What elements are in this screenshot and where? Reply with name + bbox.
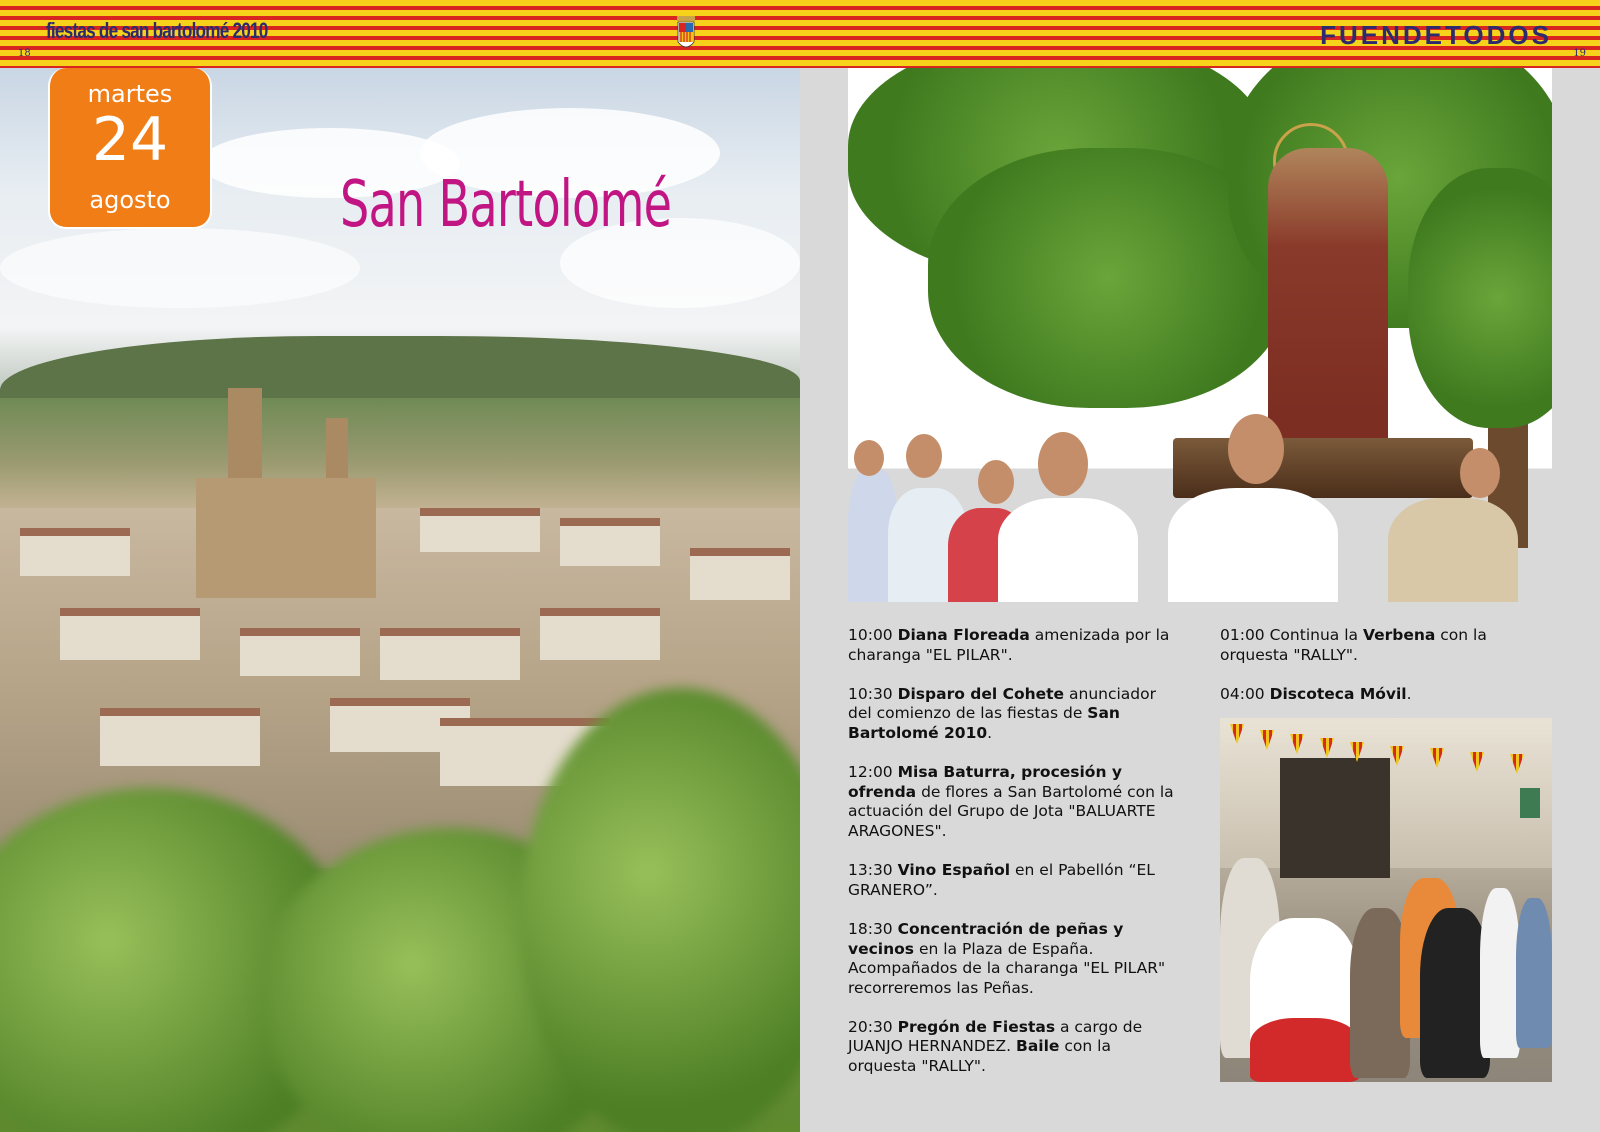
date-weekday: martes [87,80,173,108]
entry-event: Discoteca Móvil [1269,684,1407,703]
schedule-column-2 [1220,626,1550,724]
person-head [854,440,884,476]
entry-detail: Continua la [1269,626,1363,644]
entry-detail-2: . [1406,684,1412,703]
person [1388,498,1518,602]
house [560,518,660,566]
entry-time: 10:30 [848,684,893,703]
entry-event: Misa Baturra, procesión y ofrenda [848,763,1122,801]
church [196,478,376,598]
church-tower [228,388,262,488]
header-band [0,0,1600,68]
house [240,628,360,676]
schedule-column-1 [848,626,1178,1096]
page-number-left: 18 [18,48,31,59]
entry-time: 18:30 [848,919,893,938]
tree-foliage [1408,168,1552,428]
person-head [1228,414,1284,484]
entry-detail: en el Pabellón “EL GRANERO”. [848,861,1155,899]
entry-event: Verbena [1362,626,1436,644]
person [1516,898,1552,1048]
person [998,498,1138,602]
person [1168,488,1338,602]
landscape-photo [0,68,800,1132]
house [540,608,660,660]
person [1480,888,1520,1058]
schedule-entry [848,1018,1178,1077]
entry-event: Concentración de peñas y vecinos [848,919,1124,958]
header-left-title: fiestas de san bartolomé 2010 [46,18,268,43]
procession-photo [848,68,1552,602]
house [20,528,130,576]
entry-time: 20:30 [848,1017,893,1036]
entry-detail: en la Plaza de España. Acompañados de la charanga "EL PILAR" recorreremos las Peñas. [848,939,1166,997]
date-day: 24 [91,105,169,175]
page-number-right: 19 [1573,48,1586,59]
doorway [1280,758,1390,878]
date-badge [48,68,212,229]
entry-time: 04:00 [1220,684,1265,703]
schedule-entry [1220,685,1550,705]
schedule-entry [848,861,1178,900]
schedule-entry [848,626,1178,665]
house [690,548,790,600]
person-skirt [1250,1018,1360,1082]
entry-event: Disparo del Cohete [897,684,1065,703]
entry-event: Diana Floreada [897,626,1030,644]
person-head [978,460,1014,504]
house [60,608,200,660]
header-right-title: FUENDETODOS [1320,20,1552,50]
entry-time: 13:30 [848,861,893,880]
person-head [906,434,942,478]
entry-time: 12:00 [848,763,893,782]
entry-time: 01:00 [1220,626,1265,644]
cloud [0,228,360,308]
person-head [1460,448,1500,498]
entry-detail: a cargo de JUANJO HERNANDEZ. [848,1017,1143,1056]
schedule-entry [848,920,1178,998]
right-page [800,68,1600,1132]
dance-photo [1220,718,1552,1082]
schedule-entry [1220,626,1550,665]
schedule-entry [848,685,1178,744]
house [420,508,540,552]
page-title: San Bartolomé [340,168,672,242]
entry-event: Pregón de Fiestas [897,1017,1056,1036]
coat-of-arms-icon [676,14,696,54]
entry-detail: de flores a San Bartolomé con la actuación del Grupo de Jota "BALUARTE ARAGONES". [848,782,1174,840]
saint-statue [1268,148,1388,478]
entry-event: Vino Español [897,861,1011,880]
entry-detail: amenizada por la charanga "EL PILAR". [848,626,1170,664]
schedule-entry [848,763,1178,841]
date-month: agosto [89,186,171,214]
entry-detail-2: . [987,723,993,742]
entry-detail: anunciador del comienzo de las fiestas de [848,684,1156,723]
house [100,708,260,766]
entry-detail-2: con la orquesta "RALLY". [1220,626,1487,664]
entry-event-2: Baile [1016,1037,1060,1056]
entry-event-2: San Bartolomé 2010 [848,704,1120,742]
window [1520,788,1540,818]
house [380,628,520,680]
entry-detail-2: con la orquesta "RALLY". [848,1037,1111,1076]
entry-time: 10:00 [848,626,893,644]
person-head [1038,432,1088,496]
